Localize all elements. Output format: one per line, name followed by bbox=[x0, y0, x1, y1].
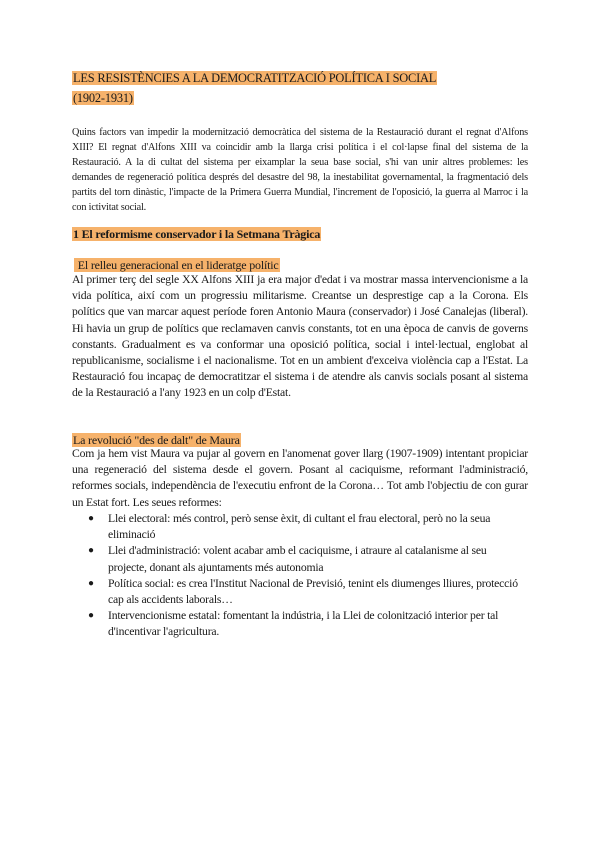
reforms-list bbox=[88, 511, 528, 641]
bullet-icon: ● bbox=[88, 545, 94, 557]
title-highlight-1: LES RESISTÈNCIES A LA DEMOCRATITZACIÓ POLÍTICA I SOCIAL bbox=[73, 71, 437, 85]
list-item bbox=[88, 576, 528, 608]
section-2-paragraph: Com ja hem vist Maura va pujar al govern en l'anomenat gover llarg (1907-1909) intentant propiciar una regeneració del sistema desde el govern. Posant al caciquisme, reformant l'administració, reformes socials, independència de l'executiu enfront de la Corona… Tot amb l'objectiu de con gurar un Estat fort. Les seues reformes: bbox=[72, 447, 528, 509]
section-1-subheading-text: El relleu generacional en el lideratge polític bbox=[75, 258, 279, 272]
section-1-heading bbox=[72, 227, 321, 242]
section-2-heading-text: La revolució "des de dalt" de Maura bbox=[73, 433, 240, 447]
list-item bbox=[88, 543, 528, 575]
title-highlight-2: (1902-1931) bbox=[73, 91, 133, 105]
list-item-text: Llei d'administració: volent acabar amb el caciquisme, i atraure al catalanisme al seu projecte, donant als ajuntaments més autonomia bbox=[108, 544, 487, 574]
title-line-1 bbox=[72, 71, 437, 86]
bullet-icon: ● bbox=[88, 513, 94, 524]
list-item-text: Llei electoral: més control, però sense èxit, di cultant el frau electoral, però no la seua eliminació bbox=[108, 512, 491, 542]
bullet-icon: ● bbox=[88, 610, 94, 622]
section-1-paragraph: Al primer terç del segle XX Alfons XIII ja era major d'edat i va mostrar massa intervencionisme a la vida política, així com un progressiu militarisme. Creantse un desprestige cap a la Corona. Els polítics que van marcar aquest període foren Antonio Maura (conservador) i José Canalejas (liberal). Hi havia un grup de polítics que reclamaven canvis constants, tot en una època de canvis de governs constants. Gradualment es va conformar una oposició política, social i intel·lectual, englobat al republicanisme, socialisme i el nacionalisme. Tot en un ambient d'exceiva violència cap a l'Estat. La Restauració fou incapaç de democratitzar el sistema i de atendre als canvis socials posant al sistema de la Restauració a l'any 1923 en un colp d'Estat. bbox=[72, 273, 528, 400]
title-line-2 bbox=[72, 91, 134, 106]
bullet-icon: ● bbox=[88, 577, 94, 589]
list-item bbox=[88, 608, 528, 640]
section-1-heading-text: 1 El reformisme conservador i la Setmana Tràgica bbox=[73, 227, 321, 241]
list-item bbox=[88, 511, 528, 543]
list-item-text: Intervencionisme estatal: fomentant la indústria, i la Llei de colonització interior per tal d'incentivar l'agricultura. bbox=[108, 609, 499, 639]
section-2-heading bbox=[72, 433, 241, 447]
intro-paragraph: Quins factors van impedir la modernització democràtica del sistema de la Restauració durant el regnat d'Alfons XIII? El regnat d'Alfons XIII va coincidir amb la llarga crisi política i el col·lapse final del sistema de la Restauració. A la di cultat del sistema per eixamplar la seua base social, s'hi van unir altres problemes: les demandes de regeneració política després del desastre del 98, la inestabilitat governamental, la fragmentació dels partits del torn dinàstic, l'impacte de la Primera Guerra Mundial, l'increment de l'oposició, la guerra al Marroc i la con ictivitat social. bbox=[72, 127, 528, 214]
section-1-subheading bbox=[74, 258, 280, 272]
list-item-text: Política social: es crea l'Institut Nacional de Previsió, tenint els diumenges lliures, protecció cap als accidents laborals… bbox=[108, 576, 518, 607]
